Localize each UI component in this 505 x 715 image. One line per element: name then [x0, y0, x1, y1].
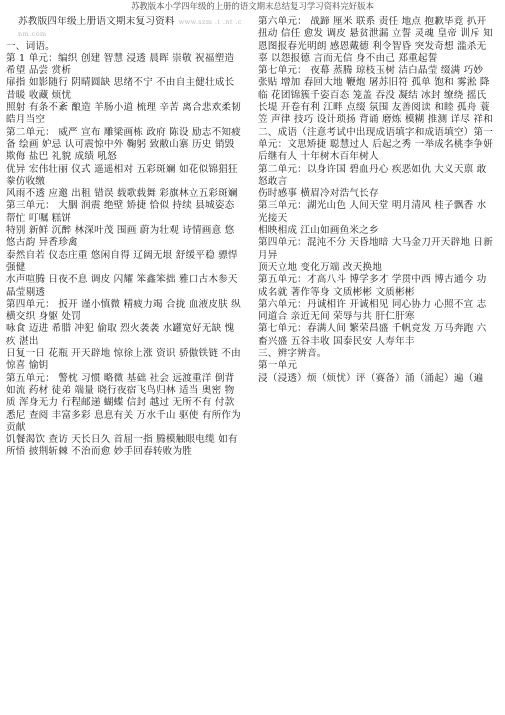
right-paragraph: 伤时感事 横眉冷对浩气长存: [258, 188, 379, 200]
left-paragraph: 第五单元： 警枕 习惯 略微 基础 社会 远渡重洋 倒背如流 药材 徒弟 端量 晓行夜宿飞鸟归林 适当 奥密 物质 浑身无力 行程邮递 蝴蝶 信封 越过 无所不有 付款 悉尼 查阅 丰富多彩 息息有关 万水千山 驱使 有所作为 贡献: [6, 372, 241, 433]
left-paragraph: 第二单元： 威严 宣布 雕梁画栋 政府 陈设 励志不知疲备 绘画 妒忌 认可震惊中外 鞠躬 致敝山寨 历史 销毁 欺侮 盐巴 礼貌 成绩 吼怒: [6, 126, 241, 163]
left-paragraph: 一、词语。: [6, 40, 55, 52]
document-title: [6, 16, 244, 41]
left-paragraph: 第 1 单元：编织 创建 智慧 浸透 晨晖 崇敬 祝福塑造 希望 品尝 赏析: [6, 52, 235, 77]
right-paragraph: 第七单元： 夜幕 蒸腾 琼枝玉树 洁白晶莹 缀满 巧妙 张贴 增加 春回大地 鞭炮 屠苏旧符 孤单 饱和 雾淞 降临 花团锦簇千姿百态 笼盖 吞没 凝结 冰封 缭绕 摇氏 长堤 开卷有利 江畔 点缀 氛围 友善阅读 和睦 孤舟 蓑笠 声律 技巧 设计琐扬 背诵 磨炼 模糊 推测 详尽 祥和: [258, 65, 493, 126]
right-paragraph: 后继有人 十年树木百年树人: [258, 151, 379, 163]
left-paragraph: 饥餐渴饮 查访 天长日久 首屈一指 腾模触眼电缆 如有所悟 披荆斩棘 不治而愈 妙手回春转败为胜: [6, 434, 238, 458]
right-paragraph: 第二单元：以身许国 碧血丹心 疾恶如仇 大义天禀 敢怒敢言: [258, 163, 487, 187]
left-paragraph: 扉指 如影随行 阴晴圆缺 思绪不宁 不由自主健壮成长 昔暖 收藏 烦忧: [6, 77, 235, 101]
right-paragraph: 第五单元：才高八斗 博学多才 学贯中西 博古通今 功成名就 著作等身 文质彬彬 文质彬彬: [258, 274, 487, 298]
right-paragraph: 第六单元： 战蹄 厘米 联系 责任 地点 抱歉毕竟 扒开 扭动 信任 愈发 调皮 悬贫泄漏 立誓 灵魂 皇帝 训斥 知恩图报春光明朗 感恩戴德 利令智昏 突发奇想 滥杀无辜 以怨报德 言而无信 身不由己 郑重起誓: [258, 16, 493, 64]
right-column: [258, 16, 496, 711]
right-paragraph: 浸（浸透）烦（烦忧）评（赛备）涌（涌起）遍（遍: [258, 372, 484, 384]
right-paragraph: 相映相成 江山如画鱼米之乡: [258, 225, 379, 237]
right-paragraph: 三、辨字辨音。: [258, 348, 327, 360]
watermark: www.szm .t .nt .cnm.com: [18, 18, 242, 39]
left-paragraph: 日复一日 花瓶 开天辟地 惊徐上涨 资识 骄傲铁链 不由 惊喜 愉钥: [6, 348, 241, 372]
right-paragraph: 第三单元：湖光山色 人间天堂 明月清风 桂子飘香 水光接天: [258, 200, 487, 224]
right-paragraph: 顶天立地 变化万端 改天换地: [258, 261, 383, 273]
left-paragraph: 泰然自若 仪态庄重 悠闲自得 辽阔无垠 舒缓平稳 骠悍强健: [6, 249, 238, 273]
right-paragraph: 第一单元: [258, 360, 298, 372]
page-header: 苏教版本小学四年级的上册的语文期末总结复习学习资料完好版本: [131, 1, 374, 11]
left-paragraph: 第三单元： 大胭 润震 绝壁 矫捷 恰似 持续 县城姿态 帮忙 叮嘱 糕饼: [6, 200, 235, 224]
left-column: [6, 16, 244, 711]
title-text: 苏教版四年级上册语文期末复习资料: [18, 16, 175, 27]
left-paragraph: 第四单元： 扳开 谨小慎微 精疲力竭 合拢 血液皮肤 纵横交织 身躯 处罚: [6, 298, 241, 323]
right-paragraph: 二、成语（注意考试中出现成语填字和成语填空）第一单元：文思矫捷 聪慧过人 后起之秀 一举成名桃李争妍: [258, 126, 494, 150]
right-paragraph: 第七单元：春满人间 繁荣昌盛 千帆竞发 万马奔跑 六畜兴盛 五谷丰收 国泰民安 人寿年丰: [258, 323, 487, 347]
right-paragraph: 第六单元：丹诚相许 开诚相见 同心协力 心照不宣 志同道合 亲近无间 荣辱与共 肝仁肝寒: [258, 298, 487, 323]
left-paragraph: 水声喧腾 日夜不息 调皮 闪耀 笨鑫笨拙 雅口古木参天 晶莹剔透: [6, 274, 238, 298]
left-paragraph: 风雨不透 应邀 出租 错误 载歌载舞 彩旗林立五彩斑斓: [6, 188, 238, 200]
left-paragraph: 照射 有条不紊 酿造 羊肠小道 梳理 辛苦 离合悲欢柔韧 皓月当空: [6, 102, 241, 126]
left-paragraph: 优异 宏伟壮丽 仪式 遥遥相对 五彩斑斓 如花似锦猖狂豢仿收缴: [6, 163, 238, 187]
right-paragraph: 第四单元：混沌不分 天昏地暗 大马金刀开天辟地 日新月异: [258, 237, 494, 261]
left-paragraph: 特别 新鲜 沉醉 林深叶茂 围画 蔚为壮观 诗情画意 悠悠古韵 异香珍禽: [6, 225, 235, 249]
left-paragraph: 咏食 迈进 希腊 冲犯 偷取 烈火袭袭 水罐宽好无缺 愧疚 湛出: [6, 323, 235, 347]
